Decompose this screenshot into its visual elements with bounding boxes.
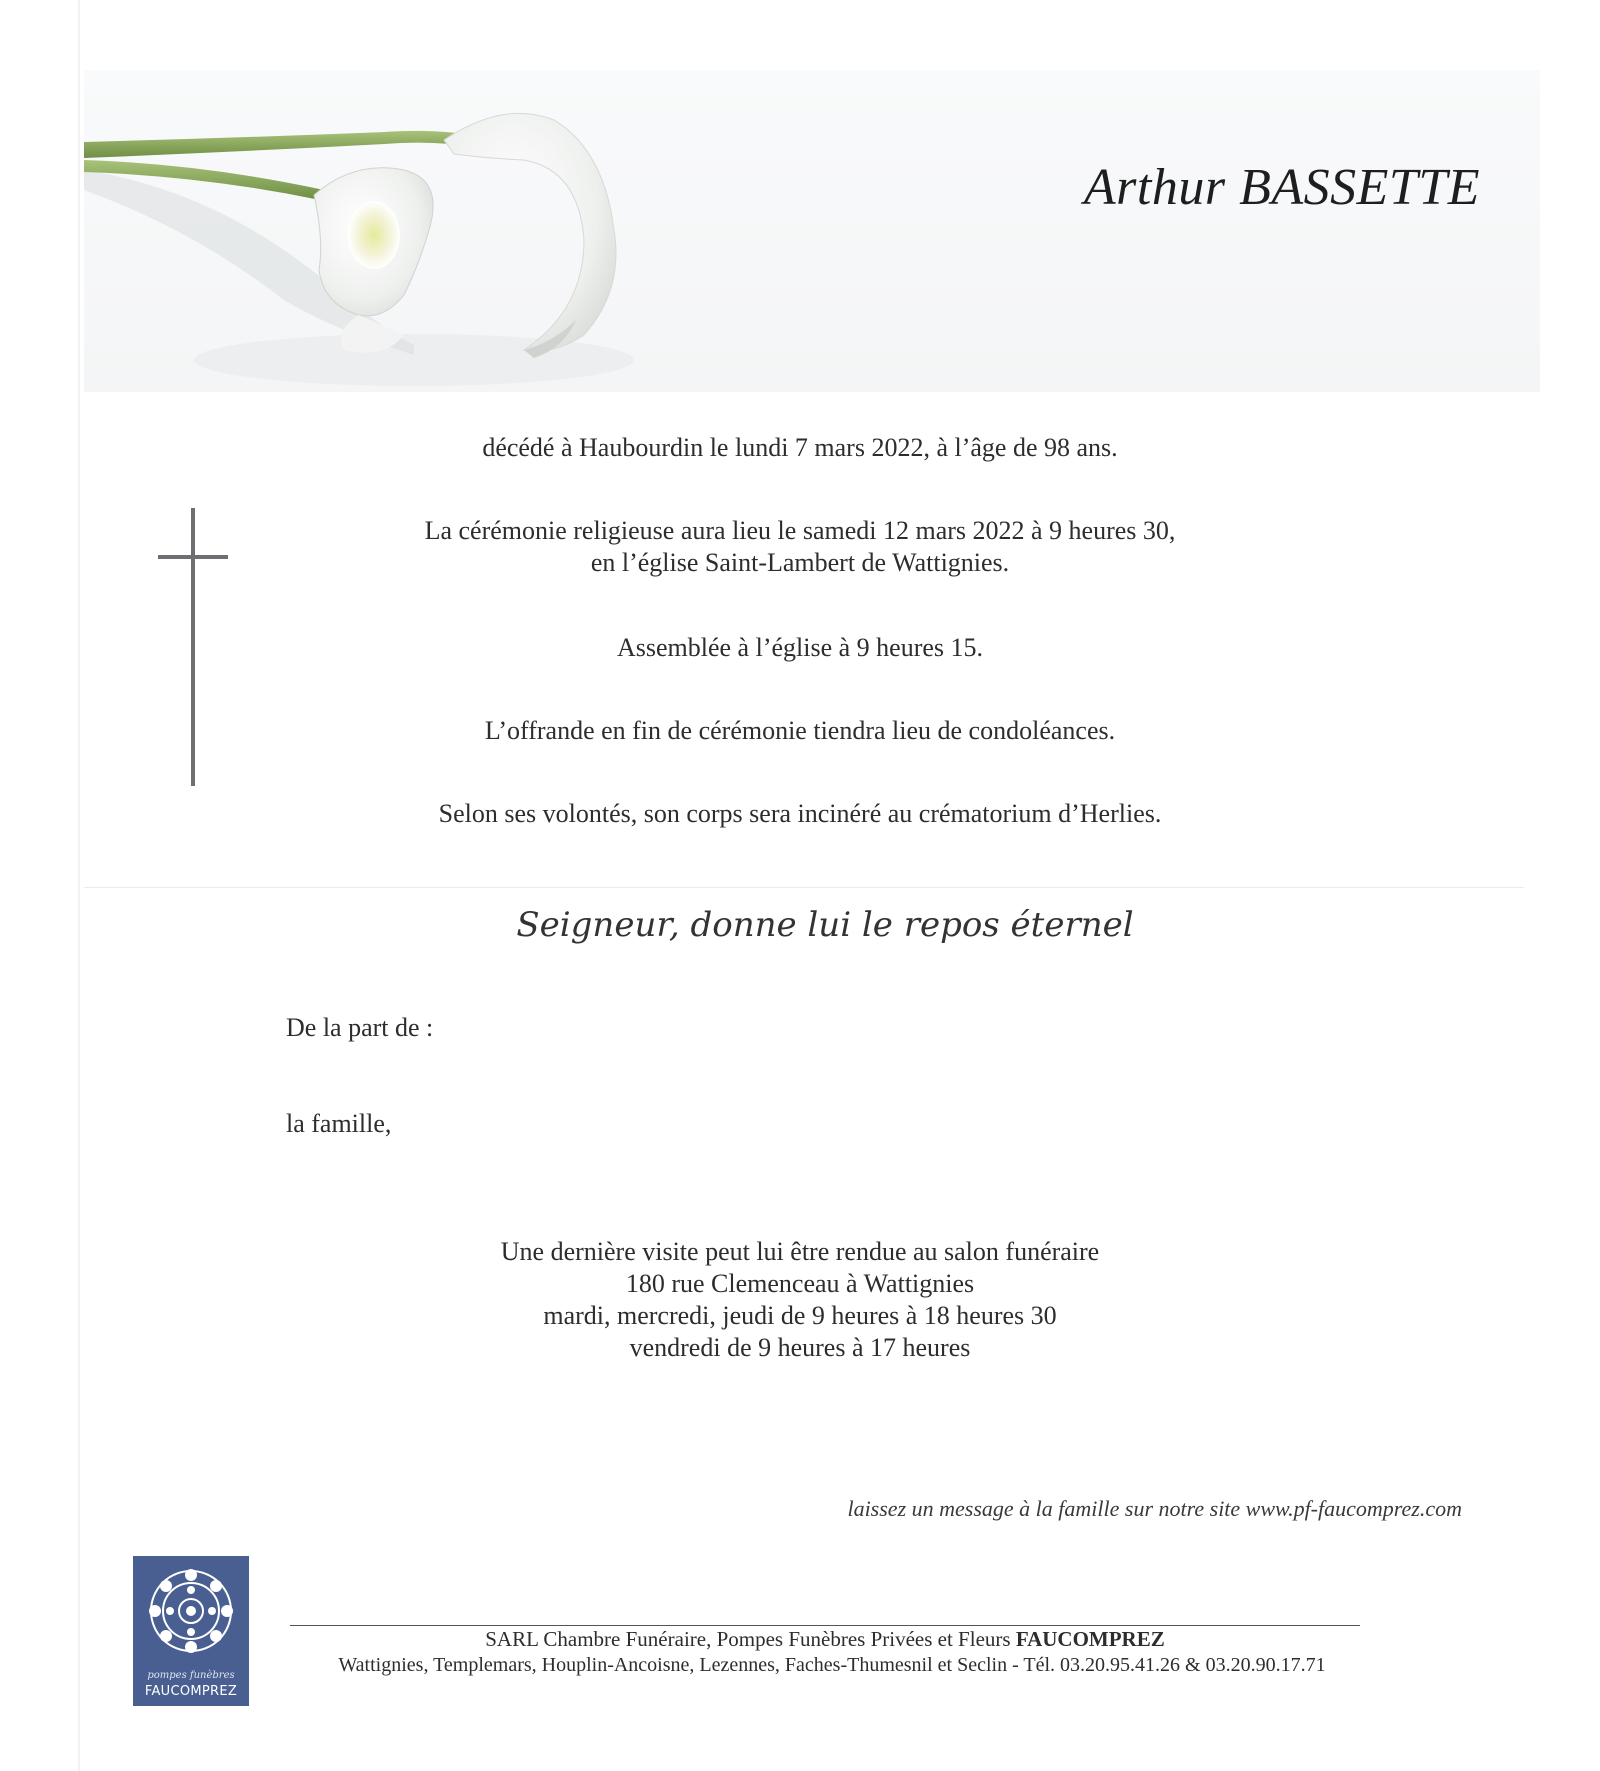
visit-line-4: vendredi de 9 heures à 17 heures: [629, 1333, 971, 1362]
ceremony-line-2: en l’église Saint-Lambert de Wattignies.: [590, 548, 1010, 577]
page-edge: [78, 0, 80, 1771]
ceremony-line-1: La cérémonie religieuse aura lieu le samedi 12 mars 2022 à 9 heures 30,: [424, 516, 1176, 545]
footer-company: [290, 1627, 1360, 1652]
visit-line-2: 180 rue Clemenceau à Wattignies: [625, 1269, 975, 1298]
company-logo: [133, 1556, 249, 1706]
website-message: laissez un message à la famille sur notre site www.pf-faucomprez.com: [847, 1496, 1462, 1521]
prayer-line: Seigneur, donne lui le repos éternel: [516, 905, 1134, 945]
visit-line-3: mardi, mercredi, jeudi de 9 heures à 18 heures 30: [543, 1301, 1057, 1330]
deceased-name: Arthur BASSETTE: [1083, 159, 1480, 216]
footer-company-prefix: SARL Chambre Funéraire, Pompes Funèbres Privées et Fleurs: [485, 1627, 1016, 1651]
fold-divider: [84, 887, 1524, 888]
rosette-icon: [146, 1566, 236, 1656]
calla-lily-image: [84, 80, 644, 392]
assembly-time: Assemblée à l’église à 9 heures 15.: [616, 633, 984, 662]
cremation-note: Selon ses volontés, son corps sera incinéré au crématorium d’Herlies.: [438, 799, 1162, 828]
from-label: De la part de :: [286, 1013, 434, 1042]
footer-company-name: FAUCOMPREZ: [1015, 1627, 1165, 1651]
logo-brand: FAUCOMPREZ: [144, 1684, 238, 1699]
logo-script: pompes funèbres: [147, 1670, 235, 1681]
footer-rule: [290, 1625, 1360, 1626]
offering-note: L’offrande en fin de cérémonie tiendra lieu de condoléances.: [484, 716, 1116, 745]
footer-locations: Wattignies, Templemars, Houplin-Ancoisne, Lezennes, Faches-Thumesnil et Seclin - Tél. 03.20.95.41.26 & 03.20.90.17.71: [338, 1654, 1326, 1676]
visit-line-1: Une dernière visite peut lui être rendue au salon funéraire: [500, 1237, 1100, 1266]
family-label: la famille,: [286, 1109, 392, 1138]
death-statement: décédé à Haubourdin le lundi 7 mars 2022, à l’âge de 98 ans.: [482, 433, 1118, 462]
cross-icon: [158, 508, 228, 786]
